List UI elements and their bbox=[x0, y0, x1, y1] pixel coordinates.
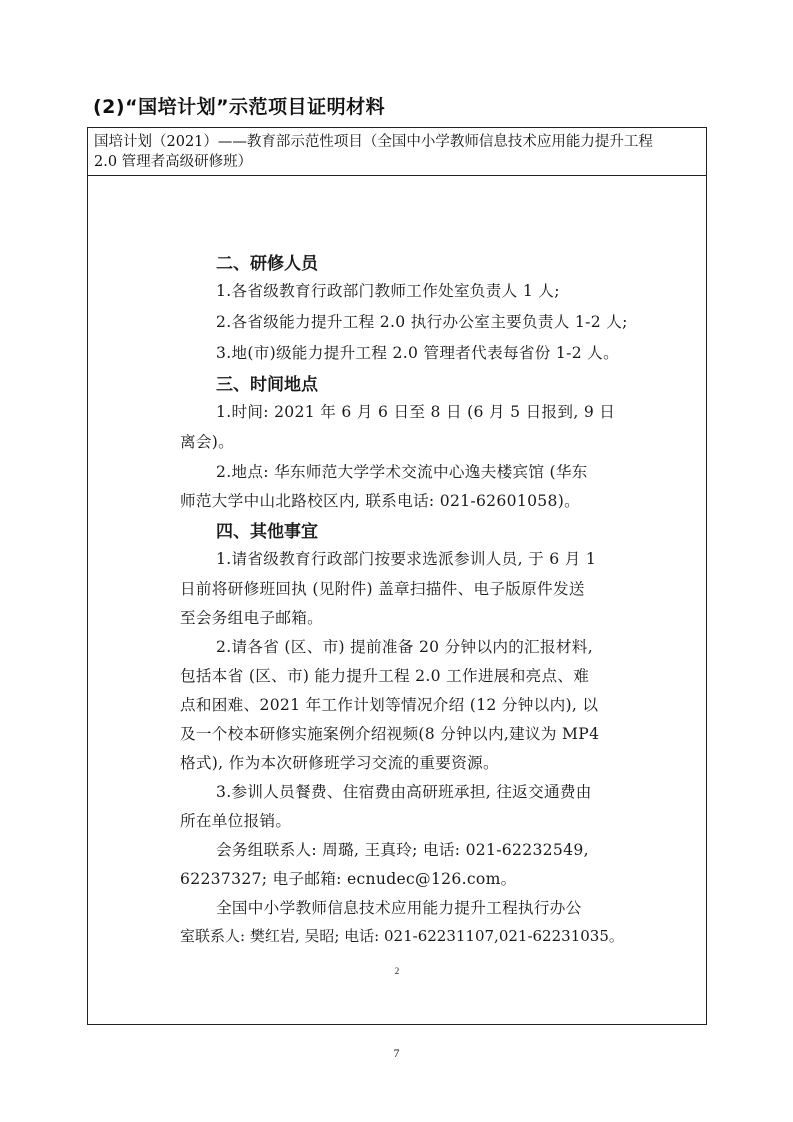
text-line: 3.参训人员餐费、住宿费由高研班承担, 往返交通费由 bbox=[216, 783, 592, 801]
project-title-line-2: 2.0 管理者高级研修班） bbox=[94, 154, 253, 170]
scanned-document bbox=[88, 176, 706, 1024]
section-2-title: 二、研修人员 bbox=[216, 254, 318, 274]
text-line: 及一个校本研修实施案例介绍视频(8 分钟以内,建议为 MP4 bbox=[180, 725, 600, 743]
section-4-title: 四、其他事宜 bbox=[216, 522, 318, 542]
text-line: 所在单位报销。 bbox=[180, 812, 292, 830]
text-line: 2.请各省 (区、市) 提前准备 20 分钟以内的汇报材料, bbox=[216, 638, 593, 656]
text-line: 格式), 作为本次研修班学习交流的重要资源。 bbox=[180, 754, 499, 772]
text-line: 至会务组电子邮箱。 bbox=[180, 609, 324, 627]
page-number: 7 bbox=[393, 1046, 400, 1060]
text-line: 点和困难、2021 年工作计划等情况介绍 (12 分钟以内), 以 bbox=[180, 696, 599, 714]
text-line: 2.地点: 华东师范大学学术交流中心逸夫楼宾馆 (华东 bbox=[216, 463, 588, 481]
text-line: 室联系人: 樊红岩, 吴昭; 电话: 021-62231107,021-62231035。 bbox=[180, 927, 624, 945]
text-line: 62237327; 电子邮箱: ecnudec@126.com。 bbox=[180, 870, 517, 888]
section-heading: (2)“国培计划”示范项目证明材料 bbox=[93, 96, 386, 118]
project-title-line-1: 国培计划（2021）——教育部示范性项目（全国中小学教师信息技术应用能力提升工程 bbox=[94, 134, 653, 150]
text-line: 包括本省 (区、市) 能力提升工程 2.0 工作进展和亮点、难 bbox=[180, 667, 590, 685]
text-line: 1.时间: 2021 年 6 月 6 日至 8 日 (6 月 5 日报到, 9 日 bbox=[216, 403, 616, 421]
text-line: 3.地(市)级能力提升工程 2.0 管理者代表每省份 1-2 人。 bbox=[216, 344, 619, 362]
text-line: 离会)。 bbox=[180, 433, 235, 451]
text-line: 1.请省级教育行政部门按要求选派参训人员, 于 6 月 1 bbox=[216, 550, 597, 568]
scanned-page-number: 2 bbox=[394, 966, 400, 976]
text-line: 2.各省级能力提升工程 2.0 执行办公室主要负责人 1-2 人; bbox=[216, 313, 628, 331]
text-line: 日前将研修班回执 (见附件) 盖章扫描件、电子版原件发送 bbox=[180, 580, 585, 598]
text-line: 1.各省级教育行政部门教师工作处室负责人 1 人; bbox=[216, 282, 560, 300]
evidence-box bbox=[87, 127, 707, 1025]
project-title bbox=[88, 128, 706, 176]
text-line: 会务组联系人: 周璐, 王真玲; 电话: 021-62232549, bbox=[216, 841, 589, 859]
section-3-title: 三、时间地点 bbox=[216, 375, 318, 395]
text-line: 师范大学中山北路校区内, 联系电话: 021-62601058)。 bbox=[180, 492, 581, 510]
text-line: 全国中小学教师信息技术应用能力提升工程执行办公 bbox=[216, 899, 582, 917]
